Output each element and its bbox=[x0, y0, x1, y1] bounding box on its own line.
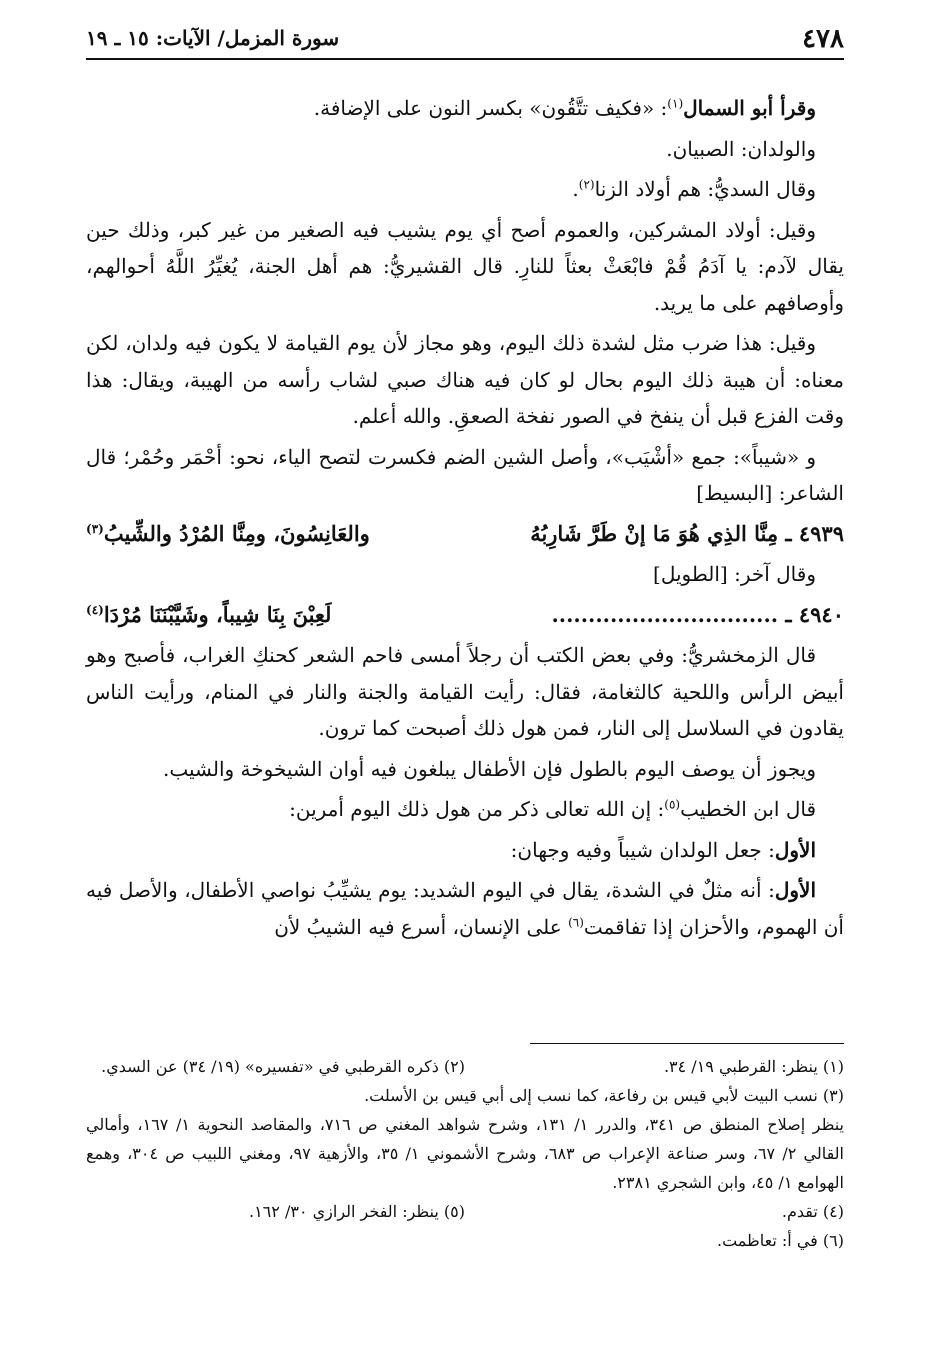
footnote-2: (٢) ذكره القرطبي في «تفسيره» (١٩/ ٣٤) عن السدي. bbox=[101, 1057, 465, 1076]
paragraph: والولدان: الصبيان. bbox=[666, 136, 816, 161]
footnote-5: (٥) ينظر: الفخر الرازي ٣٠/ ١٦٢. bbox=[248, 1202, 465, 1221]
verse-first-hemistich: ٤٩٤٠ ـ ............................... bbox=[551, 601, 844, 627]
page-number: ٤٧٨ bbox=[802, 24, 844, 54]
paragraph: وقيل: هذا ضرب مثل لشدة ذلك اليوم، وهو مجاز لأن يوم القيامة لا يكون فيه ولدان، لكن معناه: أن هيبة ذلك اليوم بحال لو كان فيه هناك صبي لشاب رأسه من الهيبة، ويقال: هذا وقت الفزع قبل أن ينفخ في الصور نفخة الصعقِ. والله أعلم. bbox=[86, 331, 844, 428]
footnote-3-sources: ينظر إصلاح المنطق ص ٣٤١، والدرر ١/ ١٣١، وشرح شواهد المغني ص ٧١٦، والمقاصد النحوية ١/ ١٦٧، وأمالي القالي ٢/ ٦٧، وسر صناعة الإعراب ص ٦٨٣، وشرح الأشموني ١/ ٣٥، والأزهية ٩٧، ومغني اللبيب ص ٣٠٤، وهمع الهوامع ١/ ٤٥، وابن الشجري ٢٣٨١. bbox=[86, 1115, 845, 1192]
footnote-row bbox=[86, 1052, 844, 1081]
paragraph: وقال السديُّ: هم أولاد الزنا$^{(٢)}$. bbox=[572, 177, 816, 201]
main-text bbox=[86, 90, 844, 949]
verse-second-hemistich: والعَانِسُونَ، ومِنَّا المُرْدُ والشِّيبُ$^{(٣)}$ bbox=[86, 520, 370, 546]
verse-first-hemistich: ٤٩٣٩ ـ مِنَّا الذِي هُوَ مَا إنْ طَرَّ شَارِبُهُ bbox=[530, 520, 844, 546]
footnote-row bbox=[86, 1197, 844, 1226]
verse-4940 bbox=[86, 597, 844, 634]
paragraph: الأول: أنه مثلٌ في الشدة، يقال في اليوم الشديد: يوم يشيِّبُ نواصي الأطفال، والأصل فيه أن الهموم، والأحزان إذا تفاقمت$^{(٦)}$ على الإنسان، أسرع فيه الشيبُ لأن bbox=[86, 878, 844, 939]
paragraph: وقيل: أولاد المشركين، والعموم أصح أي يوم يشيب فيه الصغير من غير كبر، وذلك حين يقال لآدم: يا آدَمُ قُمْ فابْعَثْ بعثاً للنارِ. قال القشيريُّ: هم أهل الجنة، يُغيِّرُ اللَّهُ أحوالهم، وأوصافهم على ما يريد. bbox=[86, 217, 844, 315]
paragraph: و «شيباً»: جمع «أشْيَب»، وأصل الشين الضم فكسرت لتصح الياء، نحو: أحْمَر وحُمْر؛ قال الشاعر: [البسيط] bbox=[86, 444, 844, 505]
running-title: سورة المزمل/ الآيات: ١٥ ـ ١٩ bbox=[86, 26, 340, 50]
paragraph: الأول: جعل الولدان شيباً وفيه وجهان: bbox=[510, 837, 816, 862]
verse-second-hemistich: لَعِبْنَ بِنَا شِيباً، وشَيَّبْنَنَا مُرْدَا$^{(٤)}$ bbox=[86, 601, 332, 627]
paragraph: ويجوز أن يوصف اليوم بالطول فإن الأطفال يبلغون فيه أوان الشيخوخة والشيب. bbox=[163, 756, 816, 781]
footnotes bbox=[86, 1052, 844, 1255]
metre-note: وقال آخر: [الطويل] bbox=[653, 562, 816, 586]
paragraph: قال ابن الخطيب$^{(٥)}$: إن الله تعالى ذكر من هول ذلك اليوم أمرين: bbox=[289, 797, 816, 821]
header-rule bbox=[86, 58, 844, 60]
footnote-1: (١) ينظر: القرطبي ١٩/ ٣٤. bbox=[663, 1057, 844, 1076]
footnote-4: (٤) تقدم. bbox=[781, 1202, 844, 1221]
paragraph: قال الزمخشريُّ: وفي بعض الكتب أن رجلاً أمسى فاحم الشعر كحنكِ الغراب، فأصبح وهو أبيض الرأس واللحية كالثغامة، فقال: رأيت القيامة والجنة والنار في المنام، ورأيت الناس يقادون في السلاسل إلى النار، فمن هول ذلك أصبحت كما ترون. bbox=[86, 643, 844, 740]
verse-4939 bbox=[86, 516, 844, 553]
paragraph: وقرأ أبو السمال$^{(١)}$: «فكيف تتَّقُون» بكسر النون على الإضافة. bbox=[313, 96, 816, 120]
page-header bbox=[86, 24, 844, 56]
footnote-6: (٦) في أ: تعاظمت. bbox=[717, 1231, 844, 1250]
footnote-3: (٣) نسب البيت لأبي قيس بن رفاعة، كما نسب إلى أبي قيس بن الأسلت. bbox=[364, 1086, 844, 1105]
footnote-separator bbox=[530, 1043, 844, 1044]
